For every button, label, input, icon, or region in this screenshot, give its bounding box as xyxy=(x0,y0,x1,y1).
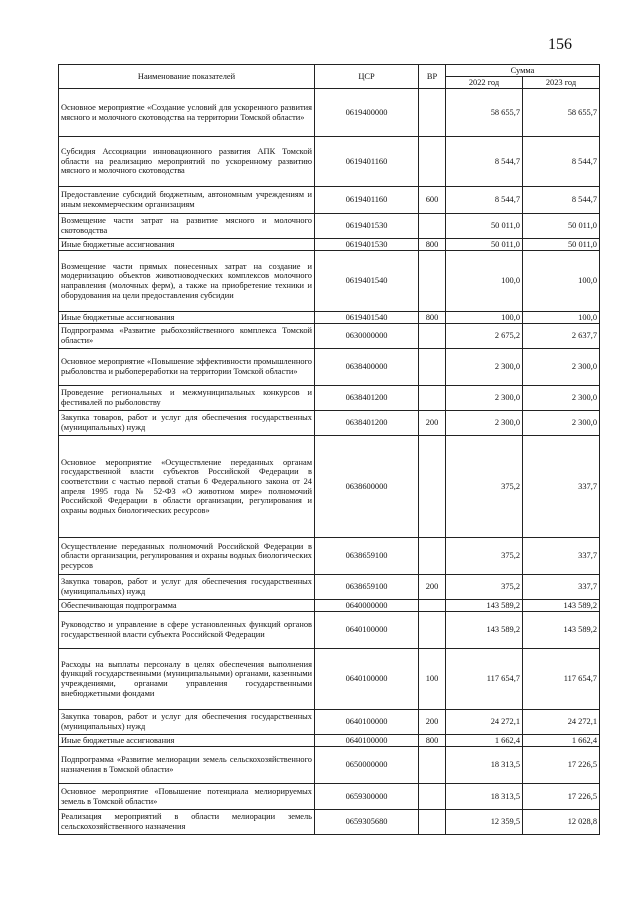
table-row xyxy=(59,89,600,137)
row-csr: 0640100000 xyxy=(315,649,419,710)
row-2022: 2 300,0 xyxy=(446,411,523,436)
row-csr: 0650000000 xyxy=(315,747,419,784)
row-name: Предоставление субсидий бюджетным, автономным учреждениям и иным некоммерческим организациям xyxy=(59,187,315,214)
row-2022: 2 300,0 xyxy=(446,386,523,411)
row-2023: 143 589,2 xyxy=(523,600,600,612)
row-name: Проведение региональных и межмуниципальных конкурсов и фестивалей по рыболовству xyxy=(59,386,315,411)
row-vr: 800 xyxy=(419,735,446,747)
table-row xyxy=(59,312,600,324)
row-2022: 18 313,5 xyxy=(446,784,523,810)
row-2023: 100,0 xyxy=(523,251,600,312)
row-csr: 0638400000 xyxy=(315,349,419,386)
row-vr xyxy=(419,324,446,349)
table-row xyxy=(59,436,600,538)
row-name: Закупка товаров, работ и услуг для обеспечения государственных (муниципальных) нужд xyxy=(59,710,315,735)
row-2022: 2 675,2 xyxy=(446,324,523,349)
budget-table xyxy=(58,64,600,835)
row-csr: 0640000000 xyxy=(315,600,419,612)
table-row xyxy=(59,137,600,187)
header-2023: 2023 год xyxy=(523,77,600,89)
row-name: Закупка товаров, работ и услуг для обеспечения государственных (муниципальных) нужд xyxy=(59,575,315,600)
table-row xyxy=(59,747,600,784)
row-2022: 8 544,7 xyxy=(446,137,523,187)
table-row xyxy=(59,324,600,349)
row-vr xyxy=(419,747,446,784)
row-vr xyxy=(419,251,446,312)
row-vr: 800 xyxy=(419,312,446,324)
row-csr: 0619401540 xyxy=(315,251,419,312)
row-name: Основное мероприятие «Создание условий для ускоренного развития мясного и молочного скотоводства на территории Томской области» xyxy=(59,89,315,137)
row-csr: 0640100000 xyxy=(315,735,419,747)
row-csr: 0640100000 xyxy=(315,710,419,735)
row-name: Реализация мероприятий в области мелиорации земель сельскохозяйственного назначения xyxy=(59,810,315,835)
row-2022: 143 589,2 xyxy=(446,600,523,612)
table-row xyxy=(59,187,600,214)
page-number: 156 xyxy=(548,36,572,53)
row-2023: 143 589,2 xyxy=(523,612,600,649)
row-2022: 143 589,2 xyxy=(446,612,523,649)
row-name: Основное мероприятие «Повышение потенциала мелиорируемых земель в Томской области» xyxy=(59,784,315,810)
row-2023: 8 544,7 xyxy=(523,187,600,214)
row-2022: 100,0 xyxy=(446,312,523,324)
row-vr xyxy=(419,214,446,239)
row-name: Основное мероприятие «Осуществление переданных органам государственной власти субъектов Российской Федерации в соответствии с частью первой статьи 6 Федерального закона от 24 апреля 1995 года № 52-ФЗ «О животном мире» полномочий Российской Федерации в области организации, регулирования и охраны водных биологических ресурсов» xyxy=(59,436,315,538)
table-row xyxy=(59,649,600,710)
row-2023: 337,7 xyxy=(523,538,600,575)
row-2023: 12 028,8 xyxy=(523,810,600,835)
row-vr xyxy=(419,436,446,538)
table-row xyxy=(59,784,600,810)
row-vr: 200 xyxy=(419,411,446,436)
row-2022: 375,2 xyxy=(446,436,523,538)
row-2023: 50 011,0 xyxy=(523,239,600,251)
row-2023: 2 637,7 xyxy=(523,324,600,349)
row-csr: 0638600000 xyxy=(315,436,419,538)
row-2022: 50 011,0 xyxy=(446,239,523,251)
row-2022: 50 011,0 xyxy=(446,214,523,239)
row-2022: 58 655,7 xyxy=(446,89,523,137)
row-2023: 2 300,0 xyxy=(523,349,600,386)
row-csr: 0638659100 xyxy=(315,538,419,575)
row-name: Иные бюджетные ассигнования xyxy=(59,239,315,251)
row-name: Расходы на выплаты персоналу в целях обеспечения выполнения функций государственными (муниципальными) органами, казенными учреждениями, органами управления государственными внебюджетными фондами xyxy=(59,649,315,710)
row-csr: 0619401540 xyxy=(315,312,419,324)
row-name: Закупка товаров, работ и услуг для обеспечения государственных (муниципальных) нужд xyxy=(59,411,315,436)
row-2023: 337,7 xyxy=(523,436,600,538)
row-2023: 2 300,0 xyxy=(523,386,600,411)
row-2022: 375,2 xyxy=(446,538,523,575)
header-vr: ВР xyxy=(419,65,446,89)
row-name: Руководство и управление в сфере установленных функций органов государственной власти субъекта Российской Федерации xyxy=(59,612,315,649)
row-name: Возмещение части прямых понесенных затрат на создание и модернизацию объектов животноводческих комплексов молочного направления (молочных ферм), а также на приобретение техники и оборудования на цели предоставления субсидии xyxy=(59,251,315,312)
row-vr xyxy=(419,349,446,386)
row-2022: 2 300,0 xyxy=(446,349,523,386)
row-vr: 100 xyxy=(419,649,446,710)
table-row xyxy=(59,538,600,575)
row-name: Осуществление переданных полномочий Российской Федерации в области организации, регулирования и охраны водных биологических ресурсов xyxy=(59,538,315,575)
table-row xyxy=(59,810,600,835)
header-name: Наименование показателей xyxy=(59,65,315,89)
row-vr: 800 xyxy=(419,239,446,251)
row-2023: 100,0 xyxy=(523,312,600,324)
row-csr: 0638401200 xyxy=(315,411,419,436)
row-csr: 0619401530 xyxy=(315,214,419,239)
row-name: Субсидия Ассоциации инновационного развития АПК Томской области на реализацию мероприятий по ускоренному развитию мясного и молочного скотоводства xyxy=(59,137,315,187)
row-csr: 0619401530 xyxy=(315,239,419,251)
table-row xyxy=(59,411,600,436)
row-2022: 24 272,1 xyxy=(446,710,523,735)
row-2023: 1 662,4 xyxy=(523,735,600,747)
row-vr: 200 xyxy=(419,575,446,600)
row-2023: 17 226,5 xyxy=(523,747,600,784)
row-2022: 1 662,4 xyxy=(446,735,523,747)
row-2023: 24 272,1 xyxy=(523,710,600,735)
row-2022: 375,2 xyxy=(446,575,523,600)
row-vr xyxy=(419,137,446,187)
row-vr: 200 xyxy=(419,710,446,735)
table-row xyxy=(59,251,600,312)
row-csr: 0619401160 xyxy=(315,187,419,214)
row-csr: 0619401160 xyxy=(315,137,419,187)
row-2022: 18 313,5 xyxy=(446,747,523,784)
row-name: Подпрограмма «Развитие рыбохозяйственного комплекса Томской области» xyxy=(59,324,315,349)
header-sum: Сумма xyxy=(446,65,600,77)
table-row xyxy=(59,600,600,612)
row-2023: 2 300,0 xyxy=(523,411,600,436)
row-name: Иные бюджетные ассигнования xyxy=(59,735,315,747)
row-csr: 0659300000 xyxy=(315,784,419,810)
row-vr xyxy=(419,612,446,649)
row-csr: 0630000000 xyxy=(315,324,419,349)
row-vr: 600 xyxy=(419,187,446,214)
row-vr xyxy=(419,538,446,575)
table-row xyxy=(59,349,600,386)
row-2023: 50 011,0 xyxy=(523,214,600,239)
row-name: Основное мероприятие «Повышение эффективности промышленного рыболовства и рыбопереработки на территории Томской области» xyxy=(59,349,315,386)
row-vr xyxy=(419,89,446,137)
header-csr: ЦСР xyxy=(315,65,419,89)
row-2023: 58 655,7 xyxy=(523,89,600,137)
table-row xyxy=(59,386,600,411)
row-2022: 117 654,7 xyxy=(446,649,523,710)
row-name: Подпрограмма «Развитие мелиорации земель сельскохозяйственного назначения в Томской области» xyxy=(59,747,315,784)
row-csr: 0638659100 xyxy=(315,575,419,600)
row-name: Иные бюджетные ассигнования xyxy=(59,312,315,324)
row-2023: 17 226,5 xyxy=(523,784,600,810)
table-body xyxy=(59,89,600,835)
row-csr: 0659305680 xyxy=(315,810,419,835)
table-row xyxy=(59,735,600,747)
row-csr: 0638401200 xyxy=(315,386,419,411)
row-2023: 8 544,7 xyxy=(523,137,600,187)
row-vr xyxy=(419,810,446,835)
row-2022: 100,0 xyxy=(446,251,523,312)
table-row xyxy=(59,612,600,649)
table-row xyxy=(59,575,600,600)
row-csr: 0640100000 xyxy=(315,612,419,649)
header-2022: 2022 год xyxy=(446,77,523,89)
table-row xyxy=(59,710,600,735)
row-name: Возмещение части затрат на развитие мясного и молочного скотоводства xyxy=(59,214,315,239)
row-2023: 337,7 xyxy=(523,575,600,600)
row-2023: 117 654,7 xyxy=(523,649,600,710)
row-csr: 0619400000 xyxy=(315,89,419,137)
row-vr xyxy=(419,784,446,810)
table-row xyxy=(59,214,600,239)
row-2022: 8 544,7 xyxy=(446,187,523,214)
row-vr xyxy=(419,600,446,612)
row-name: Обеспечивающая подпрограмма xyxy=(59,600,315,612)
table-row xyxy=(59,239,600,251)
row-2022: 12 359,5 xyxy=(446,810,523,835)
row-vr xyxy=(419,386,446,411)
